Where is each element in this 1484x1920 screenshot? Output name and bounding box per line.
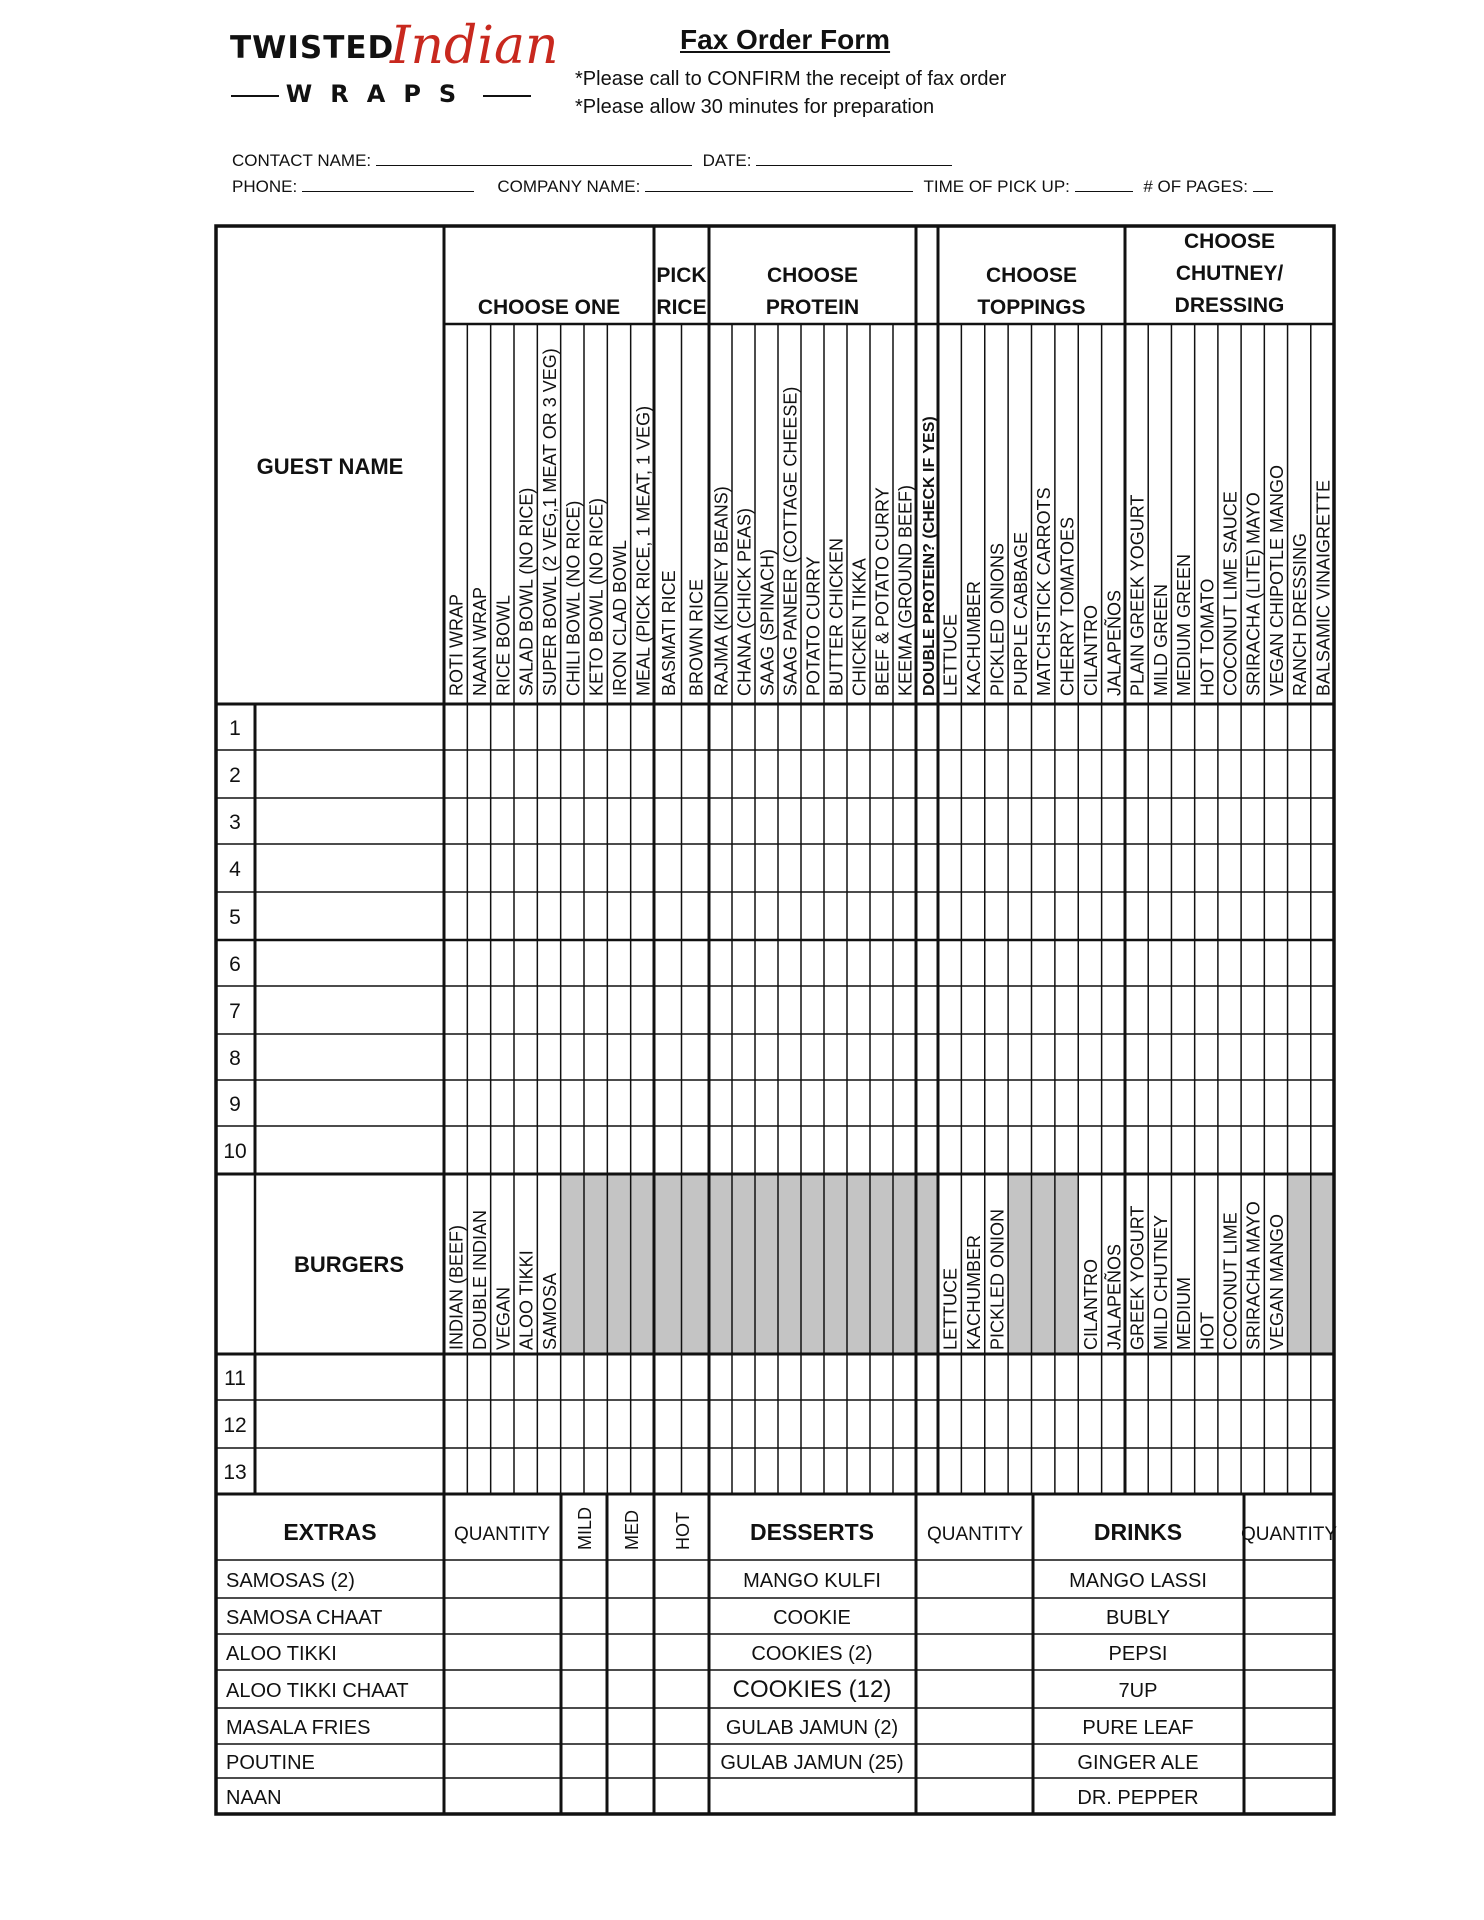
burger-option-label: CILANTRO — [1080, 1258, 1101, 1350]
burger-option-label: PICKLED ONION — [987, 1208, 1008, 1350]
extra-item: ALOO TIKKI CHAAT — [226, 1680, 409, 1702]
column-label-15: POTATO CURRY — [803, 556, 824, 696]
dessert-item: COOKIES (12) — [732, 1676, 892, 1703]
row-number: 11 — [224, 1367, 246, 1390]
shaded-cell — [631, 1174, 654, 1354]
date-label: DATE: — [702, 151, 752, 170]
drink-item: PEPSI — [1108, 1643, 1168, 1665]
extra-quantity-input[interactable] — [444, 1708, 561, 1744]
column-label-8: MEAL (PICK RICE, 1 MEAT, 1 VEG) — [633, 405, 654, 696]
burger-option-label: INDIAN (BEEF) — [446, 1224, 467, 1350]
dessert-item: GULAB JAMUN (2) — [725, 1717, 899, 1739]
burger-option-label: LETTUCE — [940, 1267, 961, 1350]
burger-option-label: MILD CHUTNEY — [1150, 1214, 1171, 1350]
guest-name-input[interactable] — [255, 844, 444, 892]
drink-quantity-input[interactable] — [1244, 1670, 1334, 1708]
contact-name-label: CONTACT NAME: — [232, 151, 372, 170]
extras-quantity-header: QUANTITY — [453, 1524, 551, 1545]
row-number: 3 — [229, 811, 241, 834]
shaded-cell — [778, 1174, 801, 1354]
column-label-25: MATCHSTICK CARROTS — [1034, 487, 1055, 696]
column-label-14: SAAG PANEER (COTTAGE CHEESE) — [780, 386, 801, 696]
drink-quantity-input[interactable] — [1244, 1744, 1334, 1778]
column-label-30: MILD GREEN — [1150, 583, 1171, 696]
group-header-5: CHUTNEY/ — [1175, 262, 1284, 285]
row-number: 13 — [223, 1461, 247, 1484]
spice-level-hot: HOT — [673, 1512, 693, 1550]
drink-item: MANGO LASSI — [1069, 1570, 1207, 1592]
phone-label: PHONE: — [232, 177, 298, 196]
burger-option-label: DOUBLE INDIAN — [470, 1209, 490, 1350]
column-label-16: BUTTER CHICKEN — [826, 537, 847, 696]
extra-quantity-input[interactable] — [444, 1634, 561, 1670]
extra-item: ALOO TIKKI — [226, 1643, 337, 1665]
column-label-10: BROWN RICE — [686, 579, 707, 696]
row-number: 1 — [229, 717, 241, 740]
page-title: Fax Order Form — [680, 24, 891, 55]
column-label-5: CHILI BOWL (NO RICE) — [563, 500, 584, 696]
dessert-item: COOKIE — [773, 1607, 851, 1629]
column-label-34: SRIRACHA (LITE) MAYO — [1243, 492, 1264, 696]
shaded-cell — [654, 1174, 682, 1354]
guest-name-input[interactable] — [255, 1448, 444, 1494]
burger-option-label: JALAPEÑOS — [1104, 1243, 1125, 1350]
burger-option-label: COCONUT LIME — [1220, 1212, 1241, 1350]
guest-name-input[interactable] — [255, 1126, 444, 1174]
column-label-24: PURPLE CABBAGE — [1010, 531, 1031, 696]
guest-name-input[interactable] — [255, 1080, 444, 1126]
shaded-cell — [1032, 1174, 1055, 1354]
shaded-cell — [1055, 1174, 1078, 1354]
column-label-26: CHERRY TOMATOES — [1057, 516, 1078, 696]
shaded-cell — [1311, 1174, 1334, 1354]
guest-name-input[interactable] — [255, 750, 444, 798]
dessert-quantity-input[interactable] — [916, 1670, 1033, 1708]
column-label-35: VEGAN CHIPOTLE MANGO — [1266, 464, 1287, 696]
extra-quantity-input[interactable] — [444, 1560, 561, 1598]
guest-name-input[interactable] — [255, 1400, 444, 1448]
shaded-cell — [755, 1174, 778, 1354]
burger-option-label: ALOO TIKKI — [516, 1250, 537, 1350]
company-name-label: COMPANY NAME: — [497, 177, 641, 196]
row-number: 10 — [223, 1140, 247, 1163]
group-header-5: DRESSING — [1174, 294, 1285, 317]
column-label-18: BEEF & POTATO CURRY — [872, 487, 893, 696]
burger-option-label: MEDIUM — [1174, 1277, 1195, 1350]
group-header-1: PICK — [656, 264, 707, 287]
spice-level-mild: MILD — [575, 1506, 595, 1550]
shaded-cell — [870, 1174, 893, 1354]
pages-label: # OF PAGES: — [1143, 177, 1248, 196]
shaded-cell — [682, 1174, 710, 1354]
pickup-time-label: TIME OF PICK UP: — [923, 177, 1070, 196]
extra-item: POUTINE — [226, 1752, 315, 1774]
drink-quantity-input[interactable] — [1244, 1598, 1334, 1634]
row-number: 6 — [229, 953, 241, 976]
extra-item: SAMOSA CHAAT — [226, 1607, 383, 1629]
group-header-2: CHOOSE — [766, 264, 859, 287]
drink-item: 7UP — [1118, 1680, 1158, 1702]
drink-item: PURE LEAF — [1082, 1717, 1194, 1739]
column-label-2: RICE BOWL — [493, 594, 514, 696]
dessert-item: GULAB JAMUN (25) — [720, 1752, 904, 1774]
group-header-2: PROTEIN — [765, 296, 860, 319]
shaded-cell — [1288, 1174, 1311, 1354]
drink-item: GINGER ALE — [1077, 1752, 1199, 1774]
extras-header: EXTRAS — [283, 1519, 377, 1545]
guest-name-input[interactable] — [255, 1034, 444, 1080]
group-header-4: CHOOSE — [985, 264, 1078, 287]
drink-quantity-input[interactable] — [1244, 1560, 1334, 1598]
guest-name-input[interactable] — [255, 892, 444, 940]
column-label-22: KACHUMBER — [964, 580, 985, 696]
logo-word-wraps: WRAPS — [285, 80, 475, 108]
logo-word-twisted: TWISTED — [230, 30, 395, 66]
group-header-1: RICE — [656, 296, 707, 319]
column-label-3: SALAD BOWL (NO RICE) — [516, 487, 537, 696]
logo-word-indian: Indian — [390, 16, 559, 76]
guest-name-input[interactable] — [255, 1354, 444, 1400]
extra-item: SAMOSAS (2) — [226, 1570, 355, 1592]
column-label-28: JALAPEÑOS — [1104, 589, 1125, 696]
column-label-29: PLAIN GREEK YOGURT — [1127, 494, 1148, 696]
guest-name-input[interactable] — [255, 798, 444, 844]
drink-quantity-input[interactable] — [1244, 1778, 1334, 1814]
column-label-6: KETO BOWL (NO RICE) — [586, 497, 607, 696]
dessert-item: MANGO KULFI — [743, 1570, 881, 1592]
shaded-cell — [824, 1174, 847, 1354]
shaded-cell — [1008, 1174, 1031, 1354]
desserts-quantity-header: QUANTITY — [926, 1524, 1024, 1545]
drinks-quantity-header: QUANTITY — [1240, 1524, 1338, 1545]
shaded-cell — [561, 1174, 584, 1354]
shaded-cell — [584, 1174, 607, 1354]
group-header-5: CHOOSE — [1183, 230, 1276, 253]
extra-quantity-input[interactable] — [444, 1670, 561, 1708]
dessert-quantity-input[interactable] — [916, 1634, 1033, 1670]
extra-quantity-input[interactable] — [444, 1744, 561, 1778]
guest-name-header: GUEST NAME — [256, 454, 404, 479]
burger-option-label: VEGAN — [493, 1286, 514, 1350]
dessert-quantity-input[interactable] — [916, 1744, 1033, 1778]
row-number: 7 — [229, 1000, 241, 1023]
shaded-cell — [801, 1174, 824, 1354]
drink-quantity-input[interactable] — [1244, 1708, 1334, 1744]
column-label-9: BASMATI RICE — [658, 570, 679, 696]
guest-name-input[interactable] — [255, 986, 444, 1034]
burger-option-label: KACHUMBER — [964, 1234, 985, 1350]
dessert-quantity-input[interactable] — [916, 1598, 1033, 1634]
group-header-4: TOPPINGS — [977, 296, 1086, 319]
column-label-36: RANCH DRESSING — [1290, 532, 1311, 696]
drink-item: BUBLY — [1105, 1607, 1171, 1629]
column-label-11: RAJMA (KIDNEY BEANS) — [711, 486, 732, 696]
column-label-13: SAAG (SPINACH) — [757, 548, 778, 696]
column-label-31: MEDIUM GREEN — [1174, 553, 1195, 696]
row-number: 9 — [229, 1093, 241, 1116]
shaded-cell — [847, 1174, 870, 1354]
row-number: 5 — [229, 906, 241, 929]
extra-quantity-input[interactable] — [444, 1598, 561, 1634]
burger-option-label: GREEK YOGURT — [1127, 1205, 1148, 1350]
row-number: 8 — [229, 1047, 241, 1070]
column-label-17: CHICKEN TIKKA — [849, 558, 870, 696]
column-label-19: KEEMA (GROUND BEEF) — [895, 484, 916, 696]
group-header-0: CHOOSE ONE — [477, 296, 621, 319]
shaded-cell — [732, 1174, 755, 1354]
burger-option-label: VEGAN MANGO — [1266, 1213, 1287, 1350]
column-label-1: NAAN WRAP — [470, 586, 490, 696]
column-label-23: PICKLED ONIONS — [987, 542, 1008, 696]
drink-item: DR. PEPPER — [1077, 1787, 1199, 1809]
row-number: 4 — [229, 858, 241, 881]
drink-quantity-input[interactable] — [1244, 1634, 1334, 1670]
dessert-quantity-input[interactable] — [916, 1560, 1033, 1598]
row-number: 12 — [223, 1414, 247, 1437]
burger-option-label: HOT — [1197, 1312, 1218, 1350]
column-label-33: COCONUT LIME SAUCE — [1220, 491, 1241, 696]
column-label-0: ROTI WRAP — [446, 594, 467, 696]
guest-name-input[interactable] — [255, 940, 444, 986]
column-label-20: DOUBLE PROTEIN? (CHECK IF YES) — [921, 416, 938, 696]
dessert-item: COOKIES (2) — [751, 1643, 873, 1665]
extra-item: NAAN — [226, 1787, 282, 1809]
column-label-27: CILANTRO — [1080, 604, 1101, 696]
burger-option-label: SAMOSA — [540, 1272, 560, 1350]
row-number: 2 — [229, 764, 241, 787]
spice-level-med: MED — [622, 1510, 642, 1550]
column-label-12: CHANA (CHICK PEAS) — [734, 507, 755, 696]
burger-option-label: SRIRACHA MAYO — [1243, 1201, 1264, 1350]
desserts-header: DESSERTS — [750, 1519, 874, 1545]
shaded-cell — [893, 1174, 916, 1354]
extra-item: MASALA FRIES — [226, 1717, 371, 1739]
dessert-quantity-input[interactable] — [916, 1778, 1033, 1814]
drinks-header: DRINKS — [1093, 1519, 1183, 1545]
burgers-header: BURGERS — [293, 1252, 405, 1277]
shaded-cell — [916, 1174, 938, 1354]
shaded-cell — [607, 1174, 630, 1354]
note-preparation: *Please allow 30 minutes for preparation — [575, 96, 935, 118]
column-label-21: LETTUCE — [940, 613, 961, 696]
column-label-4: SUPER BOWL (2 VEG,1 MEAT OR 3 VEG) — [540, 348, 560, 696]
dessert-quantity-input[interactable] — [916, 1708, 1033, 1744]
extra-quantity-input[interactable] — [444, 1778, 561, 1814]
note-confirm: *Please call to CONFIRM the receipt of fax order — [575, 68, 1007, 90]
column-label-32: HOT TOMATO — [1197, 578, 1218, 696]
column-label-37: BALSAMIC VINAIGRETTE — [1313, 479, 1334, 696]
column-label-7: IRON CLAD BOWL — [610, 539, 630, 696]
shaded-cell — [709, 1174, 732, 1354]
guest-name-input[interactable] — [255, 704, 444, 750]
